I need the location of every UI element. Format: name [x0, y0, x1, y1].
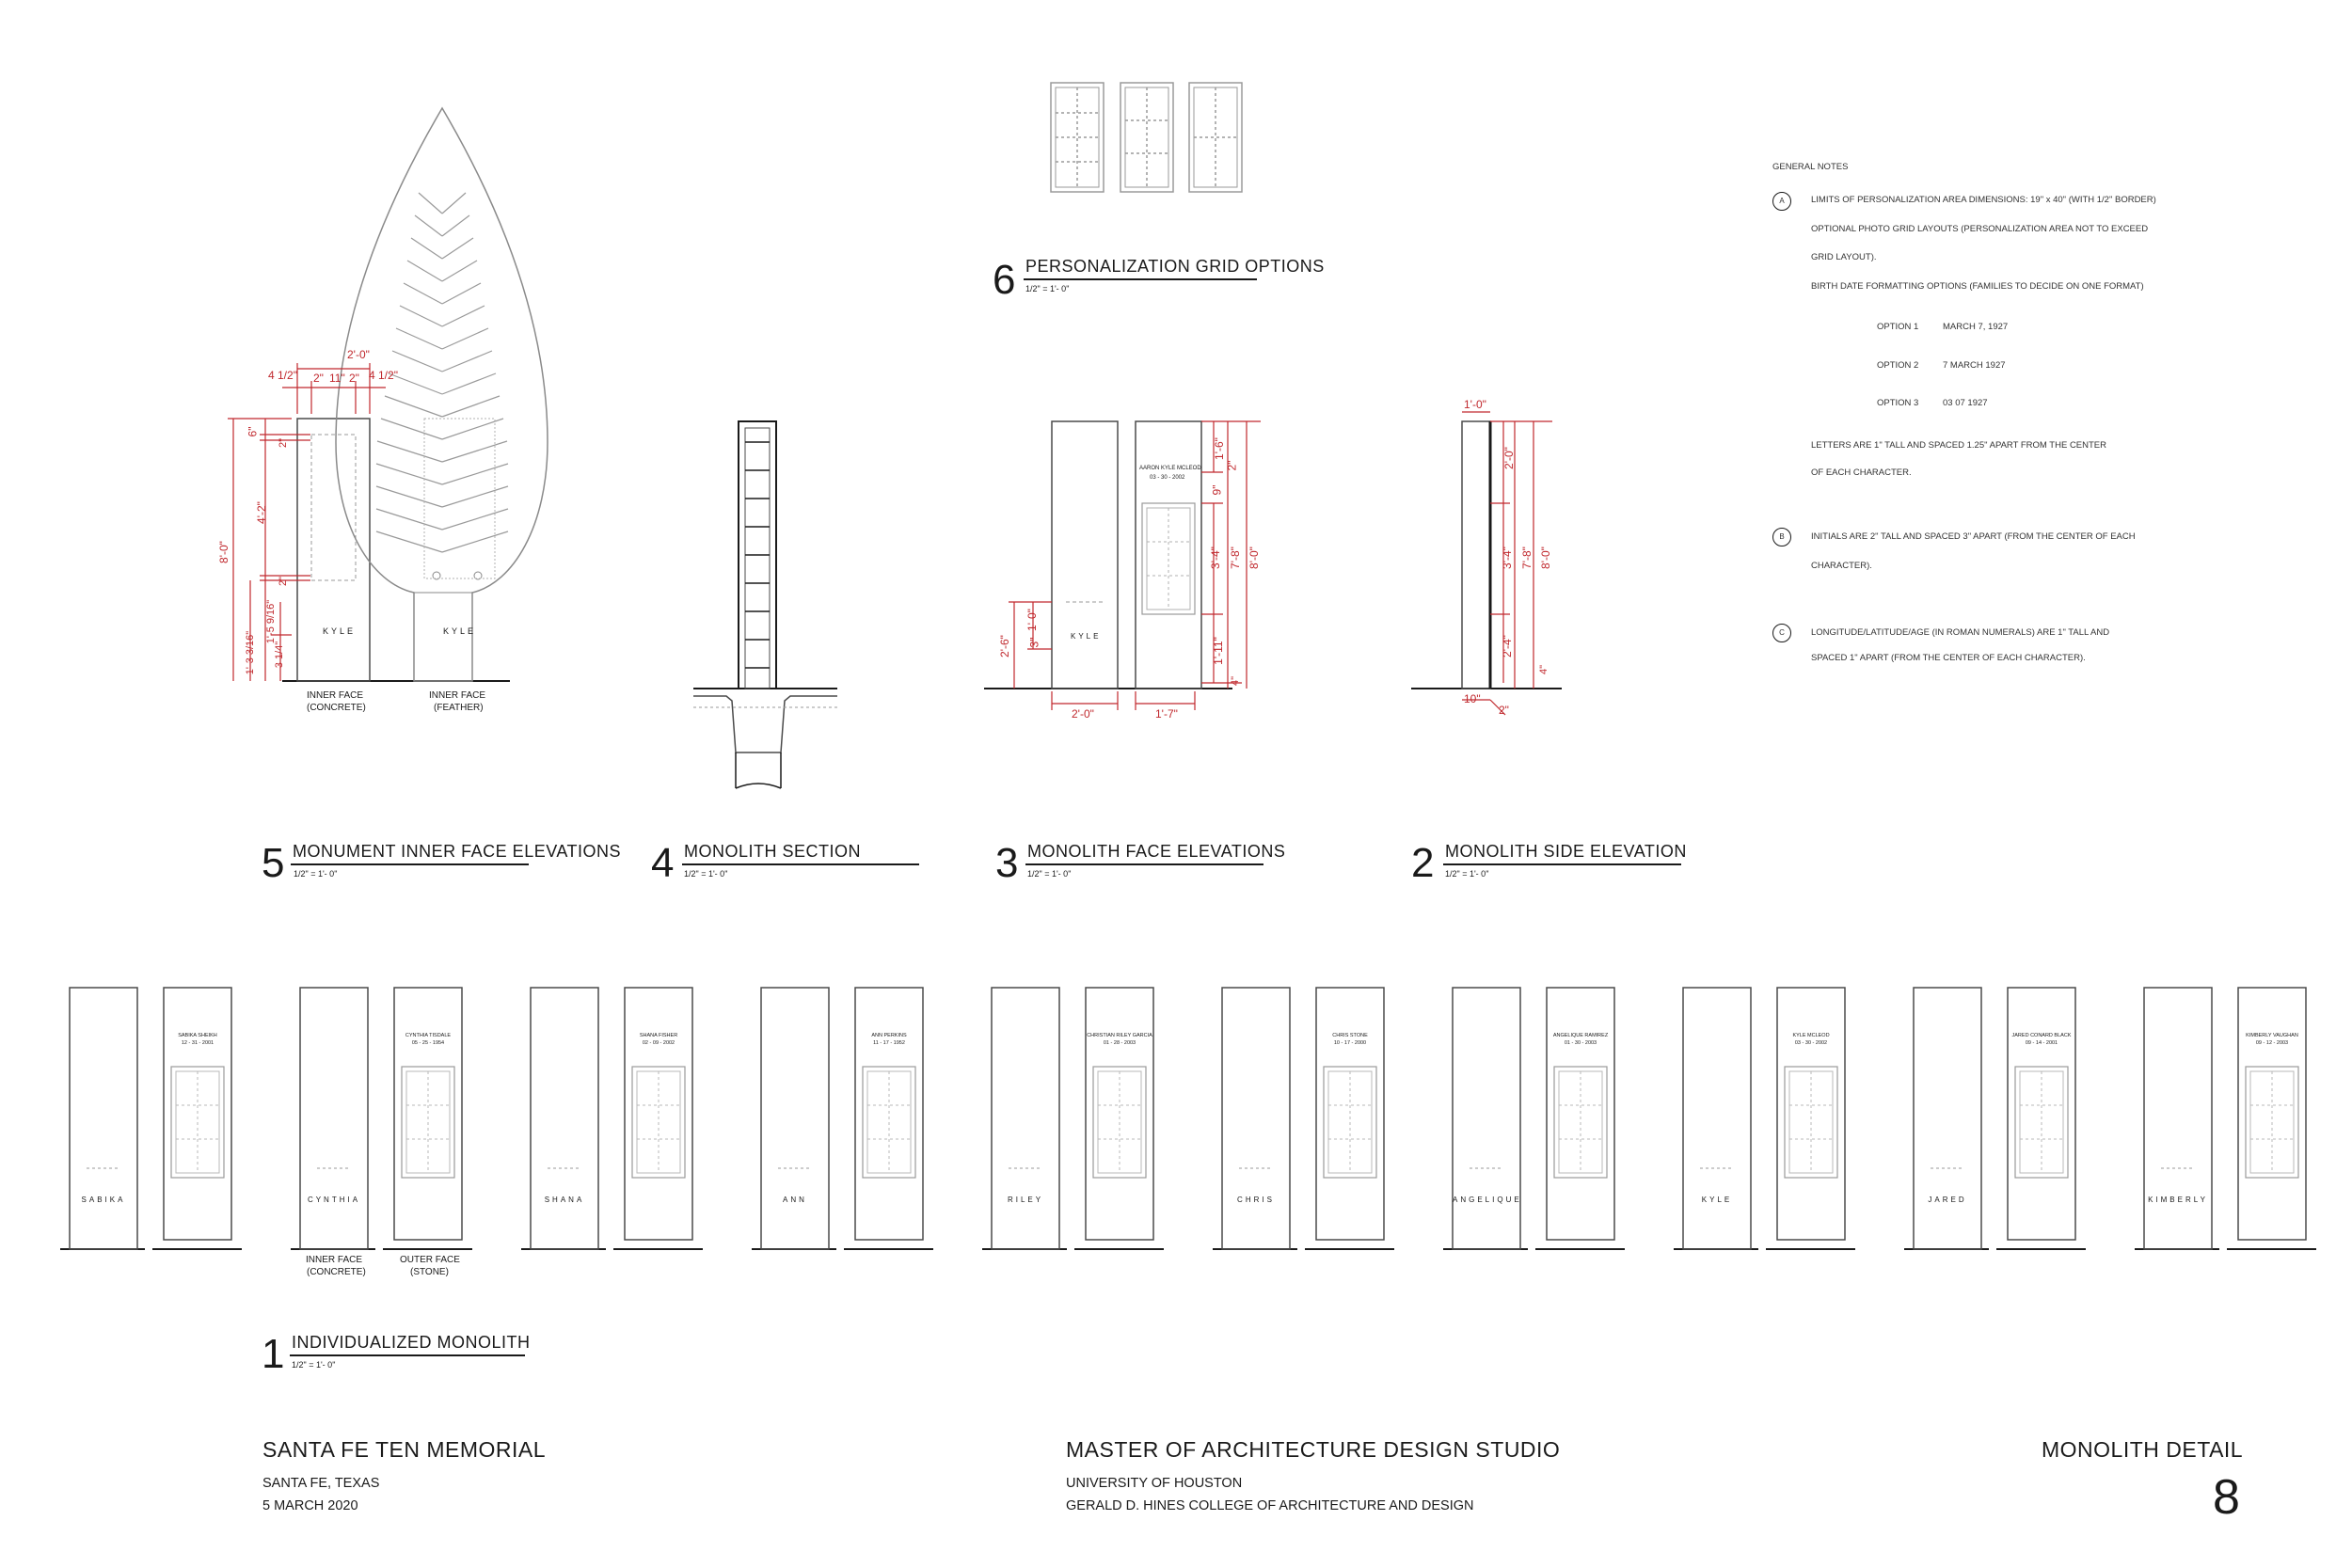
monolith-outer-fullname: CHRIS STONE — [1332, 1033, 1368, 1038]
dim-2in: 2" — [313, 372, 324, 385]
feather-rib — [442, 373, 496, 394]
monolith-outer-face-label: OUTER FACE — [400, 1255, 460, 1265]
monolith-outer-fullname: KYLE MCLEOD — [1792, 1033, 1830, 1038]
inner-face-feather-sub: (FEATHER) — [434, 703, 484, 713]
monolith-outer-face-sub: (STONE) — [410, 1267, 449, 1277]
monolith-pair — [1904, 988, 2086, 1249]
inner-face — [2144, 988, 2212, 1249]
drawing-number: 5 — [262, 840, 285, 886]
note-a-tail: LETTERS ARE 1" TALL AND SPACED 1.25" APART FROM THE CENTER — [1811, 440, 2107, 451]
studio-name: MASTER OF ARCHITECTURE DESIGN STUDIO — [1066, 1437, 1561, 1462]
feather-rib — [385, 396, 442, 417]
note-b-marker: B — [1772, 528, 1791, 546]
monolith-inner-face-label: INNER FACE — [306, 1255, 363, 1265]
monolith-inner-name: KYLE — [1701, 1196, 1733, 1204]
dim2-2ft-4: 2'-4" — [1500, 635, 1514, 657]
dim-4-1-2-b: 4 1/2" — [369, 369, 398, 382]
monolith-inner-name: SABIKA — [81, 1196, 126, 1204]
monolith-outer-fullname: SHANA FISHER — [639, 1033, 678, 1038]
feather-rib — [376, 531, 442, 552]
drawing-number: 4 — [651, 840, 675, 886]
feather-rib — [442, 531, 508, 552]
inner-face-concrete-sub: (CONCRETE) — [307, 703, 366, 713]
university-name: UNIVERSITY OF HOUSTON — [1066, 1476, 1243, 1491]
monolith-inner-name: SHANA — [544, 1196, 585, 1204]
monolith-inner-name: JARED — [1928, 1196, 1967, 1204]
dim-1ft-5: 1'-5 9/16" — [265, 599, 278, 644]
inner-face — [1683, 988, 1751, 1249]
feather-rib — [392, 351, 442, 372]
inner-face — [70, 988, 137, 1249]
general-notes-heading: GENERAL NOTES — [1772, 162, 1849, 172]
concrete-inner-face — [297, 419, 370, 681]
dim3-3in: 3" — [1027, 637, 1041, 648]
monolith-inner-name: ANGELIQUE — [1453, 1196, 1522, 1204]
monolith-outer-date: 05 - 25 - 1954 — [411, 1040, 445, 1046]
dim-4-1-2: 4 1/2" — [268, 369, 297, 382]
inner-face-feather-label: INNER FACE — [429, 690, 486, 701]
concrete-face-name: KYLE — [323, 626, 357, 636]
note-a-line: LIMITS OF PERSONALIZATION AREA DIMENSIONS: 19" x 40" (WITH 1/2" BORDER) — [1811, 195, 2156, 205]
feather-rib — [442, 396, 500, 417]
drawing-scale: 1/2" = 1'- 0" — [292, 1360, 336, 1370]
drawing-number: 1 — [262, 1331, 285, 1377]
drawing-title: MONOLITH SIDE ELEVATION — [1445, 842, 1687, 861]
dim-6in: 6" — [246, 426, 260, 437]
feather-rib — [442, 419, 503, 439]
monolith-pair — [1443, 988, 1625, 1249]
monolith-pair — [1674, 988, 1855, 1249]
grid-option-1 — [1051, 83, 1104, 192]
monolith-outer-date: 02 - 09 - 2002 — [642, 1040, 675, 1046]
drawing-scale: 1/2" = 1'- 0" — [1445, 869, 1489, 879]
monolith-pair — [982, 988, 1164, 1249]
dim3-1ft-6: 1'-6" — [1212, 437, 1226, 460]
dim-3-1-4: 3 1/4" — [274, 641, 286, 669]
dim2-3ft-4: 3'-4" — [1500, 546, 1514, 569]
inner-face — [531, 988, 598, 1249]
dim2-10in: 10" — [1464, 692, 1481, 705]
option-label: OPTION 1 — [1877, 322, 1919, 332]
dim2-4in: 4" — [1538, 664, 1550, 675]
monolith-outer-date: 11 - 17 - 1952 — [873, 1040, 905, 1046]
dim-4ft-2: 4'-2" — [254, 501, 268, 524]
drawing-scale: 1/2" = 1'- 0" — [1025, 284, 1070, 293]
feather-rib — [376, 464, 442, 484]
inner-face — [761, 988, 829, 1249]
outer-face-date: 03 - 30 - 2002 — [1150, 475, 1185, 481]
project-name: SANTA FE TEN MEMORIAL — [262, 1437, 547, 1462]
drawing-title: PERSONALIZATION GRID OPTIONS — [1025, 257, 1325, 276]
feather-rib — [376, 509, 442, 530]
dim3-3ft-4: 3'-4" — [1208, 546, 1222, 569]
monolith-inner-name: RILEY — [1007, 1196, 1044, 1204]
note-c-marker: C — [1772, 624, 1791, 642]
option-value: 7 MARCH 1927 — [1943, 360, 2006, 371]
monolith-outer-fullname: ANN PERKINS — [871, 1033, 907, 1038]
project-location: SANTA FE, TEXAS — [262, 1476, 380, 1491]
college-name: GERALD D. HINES COLLEGE OF ARCHITECTURE AND DESIGN — [1066, 1498, 1474, 1513]
dim3-1ft-7: 1'-7" — [1155, 707, 1178, 721]
monolith-pair — [291, 988, 472, 1249]
monolith-inner-name: CYNTHIA — [307, 1196, 361, 1204]
dim3-2in: 2" — [1225, 460, 1239, 471]
drawing-scale: 1/2" = 1'- 0" — [1027, 869, 1072, 879]
drawing-number: 6 — [993, 257, 1016, 303]
note-a-tail: OF EACH CHARACTER. — [1811, 467, 1912, 478]
note-b-line: CHARACTER). — [1811, 561, 1872, 571]
inner-face — [300, 988, 368, 1249]
drawing-number: 3 — [995, 840, 1019, 886]
feather-rib — [442, 486, 508, 507]
drawing-scale: 1/2" = 1'- 0" — [684, 869, 728, 879]
dim-1ft-3: 1'-3 3/16" — [245, 630, 257, 675]
note-c-line: LONGITUDE/LATITUDE/AGE (IN ROMAN NUMERALS) ARE 1" TALL AND — [1811, 627, 2110, 638]
option-label: OPTION 3 — [1877, 398, 1919, 408]
monolith-inner-name: CHRIS — [1237, 1196, 1275, 1204]
dim-8ft-0: 8'-0" — [216, 541, 230, 563]
note-a-line: BIRTH DATE FORMATTING OPTIONS (FAMILIES TO DECIDE ON ONE FORMAT) — [1811, 281, 2144, 292]
feather-face-name: KYLE — [443, 626, 477, 636]
monolith-pair — [752, 988, 933, 1249]
grid-option-3 — [1189, 83, 1242, 192]
outer-face-fullname: AARON KYLE MCLEOD — [1139, 466, 1201, 471]
monolith-pair — [60, 988, 242, 1249]
inner-face — [1453, 988, 1520, 1249]
inner-face-concrete-label: INNER FACE — [307, 690, 364, 701]
monument-inner-face-elevations — [228, 108, 548, 681]
feather-rib — [442, 464, 508, 484]
monolith-outer-fullname: CYNTHIA TISDALE — [405, 1033, 452, 1038]
feather-rib — [442, 238, 473, 259]
drawing-number: 2 — [1411, 840, 1435, 886]
dimension-lines-3 — [1009, 421, 1261, 710]
dim-2ft-0: 2'-0" — [347, 348, 370, 361]
sheet-number: 8 — [2213, 1470, 2240, 1525]
dim2-2ft-0: 2'-0" — [1502, 447, 1516, 469]
dim-11in: 11" — [329, 372, 345, 385]
feather-rib — [442, 509, 508, 530]
note-b-line: INITIALS ARE 2" TALL AND SPACED 3" APART (FROM THE CENTER OF EACH — [1811, 531, 2136, 542]
feather-rib — [400, 306, 442, 326]
monolith-outer-fullname: KIMBERLY VAUGHAN — [2246, 1033, 2298, 1038]
feather-rib — [442, 261, 477, 281]
feather-rib — [442, 283, 481, 304]
feather-rib — [442, 441, 507, 462]
dim-2in-d: 2" — [278, 576, 290, 587]
drawing-title: MONUMENT INNER FACE ELEVATIONS — [293, 842, 622, 861]
feather-rib — [381, 419, 442, 439]
feather-rib — [442, 328, 488, 349]
feather-rib — [376, 486, 442, 507]
option-label: OPTION 2 — [1877, 360, 1919, 371]
feather-rib — [404, 283, 442, 304]
monolith-outer-fullname: ANGELIQUE RAMIREZ — [1552, 1033, 1609, 1038]
monolith-outer-date: 03 - 30 - 2002 — [1794, 1040, 1828, 1046]
feather-rib — [411, 238, 442, 259]
monolith-outer-date: 01 - 28 - 2003 — [1103, 1040, 1136, 1046]
dim3-2ft: 2'-0" — [1072, 707, 1094, 721]
dim2-7ft-8: 7'-8" — [1519, 546, 1534, 569]
project-date: 5 MARCH 2020 — [262, 1498, 358, 1513]
dim3-2ft-6: 2'-6" — [997, 635, 1011, 657]
monolith-inner-name: ANN — [783, 1196, 807, 1204]
dim3-7ft-8: 7'-8" — [1228, 546, 1242, 569]
monolith-pair — [521, 988, 703, 1249]
monolith-section — [693, 421, 837, 788]
feather-rib — [415, 215, 442, 236]
feather-rib — [419, 193, 442, 214]
feather-rib — [442, 306, 485, 326]
dim2-8ft-0: 8'-0" — [1538, 546, 1552, 569]
monolith-outer-date: 10 - 17 - 2000 — [1333, 1040, 1367, 1046]
monolith-pair — [1213, 988, 1394, 1249]
dim2-2in: 2" — [1499, 704, 1509, 717]
dim-2in-b: 2" — [349, 372, 359, 385]
personalization-grid-options — [1051, 83, 1242, 192]
feather-rib — [442, 351, 492, 372]
personalization-area — [311, 435, 356, 580]
dim2-1ft-0: 1'-0" — [1464, 398, 1486, 411]
monolith-outer-fullname: CHRISTIAN RILEY GARCIA — [1087, 1033, 1152, 1038]
inner-face — [1222, 988, 1290, 1249]
note-a-line: GRID LAYOUT). — [1811, 252, 1877, 262]
monolith-outer-date: 09 - 14 - 2001 — [2025, 1040, 2058, 1046]
note-a-marker: A — [1772, 192, 1791, 211]
monolith-outer-date: 12 - 31 - 2001 — [181, 1040, 215, 1046]
dim3-1ft-0: 1'-0" — [1025, 609, 1039, 631]
feather-rib — [407, 261, 442, 281]
monolith-outer-date: 09 - 12 - 2003 — [2255, 1040, 2289, 1046]
grid-option-2 — [1120, 83, 1173, 192]
monolith-inner-name: KIMBERLY — [2148, 1196, 2208, 1204]
monolith-outer-fullname: SABIKA SHEIKH — [178, 1033, 217, 1038]
inner-face — [1052, 421, 1118, 689]
note-a-line: OPTIONAL PHOTO GRID LAYOUTS (PERSONALIZATION AREA NOT TO EXCEED — [1811, 224, 2149, 234]
note-c-line: SPACED 1" APART (FROM THE CENTER OF EACH CHARACTER). — [1811, 653, 2086, 663]
drawing-title: INDIVIDUALIZED MONOLITH — [292, 1333, 531, 1352]
individualized-monolith-row — [60, 988, 2316, 1249]
feather-outline — [336, 108, 548, 681]
feather-rib — [442, 193, 466, 214]
dim-2in-c: 2" — [278, 437, 290, 449]
drawing-title: MONOLITH SECTION — [684, 842, 862, 861]
monolith-inner-face-sub: (CONCRETE) — [307, 1267, 366, 1277]
monolith-outer-date: 01 - 30 - 2003 — [1564, 1040, 1597, 1046]
sheet-title: MONOLITH DETAIL — [2042, 1437, 2244, 1462]
inner-face — [1914, 988, 1981, 1249]
rebar-ties — [745, 442, 770, 668]
dim3-1ft-11: 1'-11" — [1211, 637, 1225, 665]
feather-rib — [377, 441, 442, 462]
feather-rib — [396, 328, 442, 349]
feather-rib — [442, 215, 469, 236]
monolith-pair — [2135, 988, 2316, 1249]
dim3-9in: 9" — [1210, 484, 1224, 496]
dim3-8ft-0: 8'-0" — [1247, 546, 1261, 569]
option-value: MARCH 7, 1927 — [1943, 322, 2009, 332]
drawing-title: MONOLITH FACE ELEVATIONS — [1027, 842, 1286, 861]
monolith-outer-fullname: JARED CONARD BLACK — [2011, 1033, 2072, 1038]
drawing-scale: 1/2" = 1'- 0" — [294, 869, 338, 879]
inner-face-name: KYLE — [1071, 632, 1102, 641]
dim3-4in: 4" — [1230, 675, 1242, 687]
inner-face — [992, 988, 1059, 1249]
option-value: 03 07 1927 — [1943, 398, 1988, 408]
